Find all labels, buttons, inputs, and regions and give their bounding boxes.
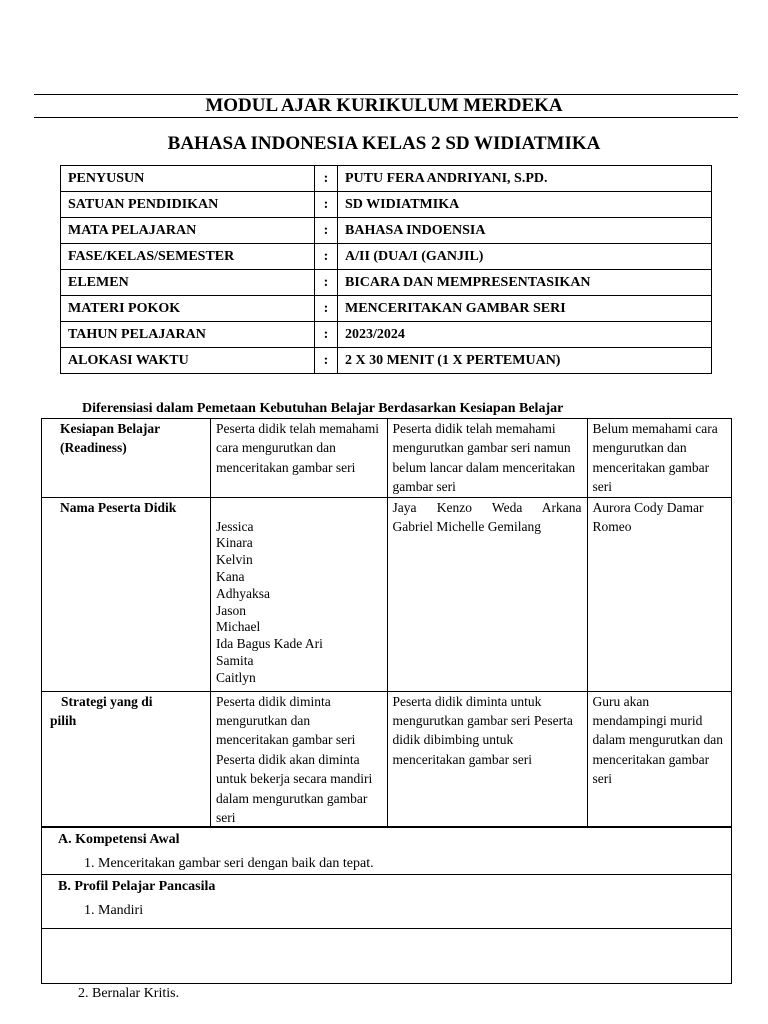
student-name-list bbox=[216, 519, 382, 687]
info-value: 2023/2024 bbox=[338, 322, 712, 348]
info-row bbox=[61, 270, 712, 296]
info-label: ELEMEN bbox=[61, 270, 315, 296]
document-title: MODUL AJAR KURIKULUM MERDEKA bbox=[205, 95, 563, 116]
info-separator: : bbox=[315, 348, 338, 374]
info-row bbox=[61, 322, 712, 348]
student-name: Ida Bagus Kade Ari bbox=[215, 636, 323, 652]
empty-box bbox=[41, 928, 732, 984]
strategy-group-1: Peserta didik diminta mengurutkan dan menceritakan gambar seri Peserta didik akan diminta untuk bekerja secara mandiri dalam mengurutkan gambar seri bbox=[210, 691, 387, 828]
students-group-1 bbox=[210, 497, 387, 691]
section-b-item: 1. Mandiri bbox=[84, 903, 144, 918]
readiness-row bbox=[42, 419, 732, 498]
section-b-heading: B. Profil Pelajar Pancasila bbox=[58, 879, 216, 894]
student-name: Caitlyn bbox=[215, 669, 256, 685]
info-row bbox=[61, 296, 712, 322]
readiness-group-2: Peserta didik telah memahami mengurutkan gambar seri namun belum lancar dalam menceritakan gambar seri bbox=[387, 419, 587, 498]
info-separator: : bbox=[315, 166, 338, 192]
readiness-group-3: Belum memahami cara mengurutkan dan menceritakan gambar seri bbox=[587, 419, 731, 498]
info-row bbox=[61, 244, 712, 270]
differentiation-table bbox=[41, 418, 732, 828]
readiness-label: Kesiapan Belajar (Readiness) bbox=[42, 419, 211, 498]
info-label: ALOKASI WAKTU bbox=[61, 348, 315, 374]
info-value: BAHASA INDOENSIA bbox=[338, 218, 712, 244]
student-name: Adhyaksa bbox=[215, 585, 270, 601]
info-separator: : bbox=[315, 270, 338, 296]
student-name: Jessica bbox=[215, 518, 254, 534]
info-label: SATUAN PENDIDIKAN bbox=[61, 192, 315, 218]
info-value: SD WIDIATMIKA bbox=[338, 192, 712, 218]
info-value: A/II (DUA/I (GANJIL) bbox=[338, 244, 712, 270]
student-name: Kana bbox=[215, 569, 245, 585]
info-row bbox=[61, 218, 712, 244]
student-name: Kelvin bbox=[215, 552, 253, 568]
strategy-label: Strategi yang di pilih bbox=[42, 691, 211, 828]
document-subtitle: BAHASA INDONESIA KELAS 2 SD WIDIATMIKA bbox=[167, 133, 601, 154]
info-value: MENCERITAKAN GAMBAR SERI bbox=[338, 296, 712, 322]
student-name: Samita bbox=[215, 653, 254, 668]
identity-table bbox=[60, 165, 712, 374]
info-row bbox=[61, 348, 712, 374]
student-names-line2: Gabriel Michelle Gemilang bbox=[392, 519, 541, 535]
info-label: FASE/KELAS/SEMESTER bbox=[61, 244, 315, 270]
info-row bbox=[61, 166, 712, 192]
info-row bbox=[61, 192, 712, 218]
info-value: BICARA DAN MEMPRESENTASIKAN bbox=[338, 270, 712, 296]
student-name: Michael bbox=[215, 619, 261, 635]
info-separator: : bbox=[315, 244, 338, 270]
info-value: 2 X 30 MENIT (1 X PERTEMUAN) bbox=[338, 348, 712, 374]
section-a-box bbox=[41, 826, 732, 875]
bottom-list-item: 2. Bernalar Kritis. bbox=[78, 986, 180, 1001]
title-rule bbox=[34, 117, 738, 118]
section-a-heading: A. Kompetensi Awal bbox=[58, 832, 180, 847]
students-label: Nama Peserta Didik bbox=[42, 497, 211, 691]
info-label: TAHUN PELAJARAN bbox=[61, 322, 315, 348]
readiness-group-1: Peserta didik telah memahami cara mengurutkan dan menceritakan gambar seri bbox=[210, 419, 387, 498]
info-label: PENYUSUN bbox=[61, 166, 315, 192]
students-row bbox=[42, 497, 732, 691]
info-label: MATA PELAJARAN bbox=[61, 218, 315, 244]
info-separator: : bbox=[315, 296, 338, 322]
info-value: PUTU FERA ANDRIYANI, S.PD. bbox=[338, 166, 712, 192]
students-group-2 bbox=[387, 497, 587, 691]
info-separator: : bbox=[315, 218, 338, 244]
info-separator: : bbox=[315, 322, 338, 348]
student-names-line1: Jaya Kenzo Weda Arkana bbox=[392, 499, 582, 515]
section-b-box bbox=[41, 874, 732, 929]
strategy-group-2: Peserta didik diminta untuk mengurutkan gambar seri Peserta didik dibimbing untuk menceritakan gambar seri bbox=[387, 691, 587, 828]
student-name: Jason bbox=[215, 602, 246, 618]
strategy-group-3: Guru akan mendampingi murid dalam mengurutkan dan menceritakan gambar seri bbox=[587, 691, 731, 828]
student-name: Kinara bbox=[215, 535, 253, 551]
info-separator: : bbox=[315, 192, 338, 218]
info-label: MATERI POKOK bbox=[61, 296, 315, 322]
differentiation-heading: Diferensiasi dalam Pemetaan Kebutuhan Belajar Berdasarkan Kesiapan Belajar bbox=[82, 401, 564, 416]
section-a-item: 1. Menceritakan gambar seri dengan baik dan tepat. bbox=[84, 856, 374, 871]
students-group-3: Aurora Cody Damar Romeo bbox=[587, 497, 731, 691]
strategy-row bbox=[42, 691, 732, 828]
